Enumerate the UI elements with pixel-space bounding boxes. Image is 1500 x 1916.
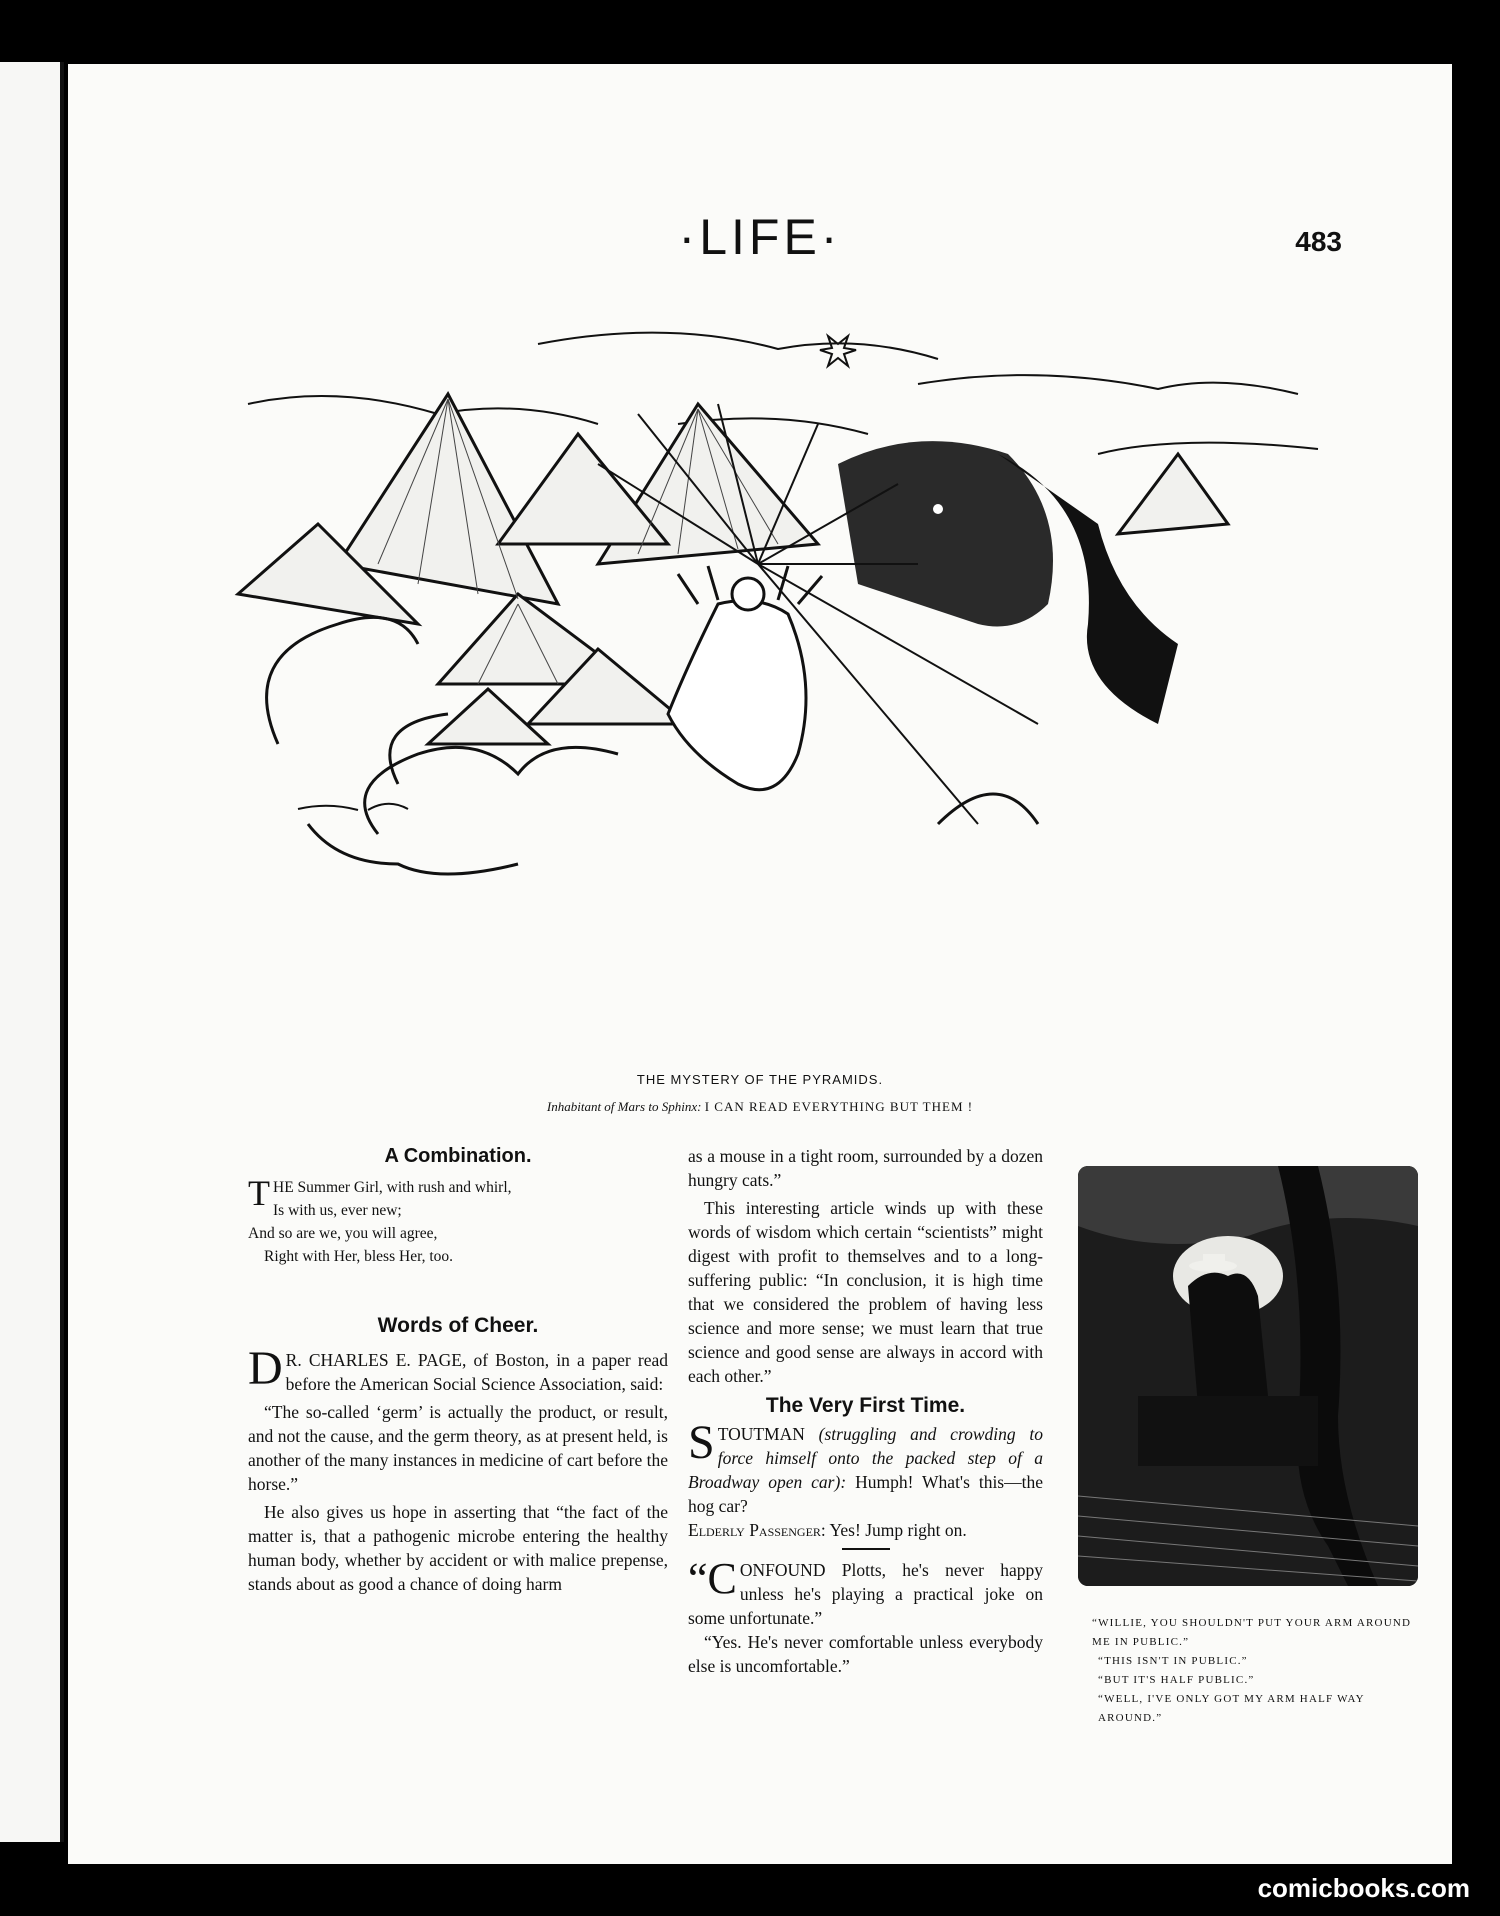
combination-dropcap: T — [248, 1173, 270, 1213]
pyramid-right — [1118, 454, 1228, 534]
site-watermark: comicbooks.com — [1257, 1873, 1470, 1903]
pyramids-cartoon — [218, 304, 1452, 1044]
first-time-dropcap: S — [688, 1416, 715, 1469]
martian-figure — [668, 566, 822, 790]
cheer-hope: He also gives us hope in asserting that “the fact of the matter is, that a pathogenic microbe entering the healthy human body, whether by accident or with malice prepense, stands about as good a chance of doing harm — [248, 1502, 668, 1594]
column-middle — [688, 1144, 1043, 1678]
cartoon-dialogue — [68, 1099, 1452, 1115]
column-right — [1078, 1166, 1428, 1728]
first-time-speaker-2: Elderly Passenger: — [688, 1520, 826, 1540]
first-time-speaker: TOUTMAN — [717, 1424, 805, 1444]
combination-poem — [248, 1173, 668, 1268]
first-time-heading: The Very First Time. — [765, 1394, 966, 1417]
cartoon-title: THE MYSTERY OF THE PYRAMIDS. — [636, 1072, 884, 1087]
plotts-dropcap — [688, 1554, 737, 1603]
clouds — [267, 617, 1038, 874]
plotts-reply: “Yes. He's never comfortable unless everybody else is uncomfortable.” — [688, 1632, 1043, 1676]
caption-line: “WILLIE, YOU SHOULDN'T PUT YOUR ARM AROUND ME IN PUBLIC.” — [1092, 1617, 1412, 1648]
cartoon-caption — [68, 1072, 1452, 1115]
first-time-direction: (struggling and crowding to force himself onto the packed step of a Broadway open car): — [688, 1424, 1043, 1492]
cartoon-speech: I CAN READ EVERYTHING BUT THEM ! — [704, 1099, 974, 1114]
willie-illustration — [1078, 1166, 1418, 1586]
first-time-line: Humph! What's this—the hog car? — [688, 1472, 1043, 1516]
cartoon-speaker: Inhabitant of Mars to Sphinx: — [546, 1099, 702, 1114]
page-number: 483 — [1295, 226, 1342, 257]
caption-line: “WELL, I'VE ONLY GOT MY ARM HALF WAY AROUND.” — [1098, 1693, 1365, 1724]
cheer-continued: as a mouse in a tight room, surrounded by a dozen hungry cats.” — [688, 1146, 1043, 1190]
plotts-text: ONFOUND Plotts, he's never happy unless he's playing a practical joke on some unfortunate.” — [688, 1560, 1043, 1628]
cheer-text: R. CHARLES E. PAGE, of Boston, in a paper read before the American Social Science Association, said: — [285, 1350, 668, 1394]
plotts-paragraph — [688, 1554, 1043, 1630]
artist-signature — [298, 804, 408, 810]
first-time-paragraph — [688, 1416, 1043, 1518]
plotts-open-quote: “ — [688, 1554, 708, 1603]
plotts-dropcap-letter: C — [707, 1554, 737, 1603]
cheer-dropcap: D — [248, 1342, 283, 1395]
combination-heading: A Combination. — [384, 1145, 532, 1167]
cheer-paragraph — [248, 1342, 668, 1396]
caption-line: “THIS ISN'T IN PUBLIC.” — [1098, 1655, 1248, 1667]
masthead: ·LIFE· — [678, 209, 842, 265]
gutter-shadow — [60, 62, 64, 1842]
previous-page-edge — [0, 62, 60, 1842]
pyramid-tiny — [428, 689, 548, 744]
poem-line: Is with us, ever new; — [273, 1202, 402, 1219]
cheer-conclusion: This interesting article winds up with these words of wisdom which certain “scientists” might digest with profit to themselves and to a long-suffering public: “In conclusion, it is high time that we considered the problem of having less science and more sense; we must learn that true science and good sense are always in accord with each other.” — [688, 1198, 1043, 1386]
willie-caption — [1078, 1614, 1428, 1728]
poem-line: And so are we, you will agree, — [248, 1225, 438, 1242]
sphinx-head — [838, 441, 1178, 724]
poem-line: Right with Her, bless Her, too. — [264, 1248, 454, 1265]
cheer-heading: Words of Cheer. — [377, 1314, 539, 1337]
divider-rule — [842, 1548, 890, 1550]
column-left — [248, 1144, 668, 1596]
first-time-reply — [688, 1518, 1043, 1542]
pyramid-large — [338, 394, 558, 604]
caption-line: “BUT IT'S HALF PUBLIC.” — [1098, 1674, 1255, 1686]
magazine-page — [68, 64, 1452, 1864]
cheer-quote: “The so-called ‘germ’ is actually the product, or result, and not the cause, and the germ theory, as at present held, is another of the many instances in medicine of cart before the horse.” — [248, 1402, 668, 1494]
pyramid-back — [498, 434, 668, 544]
poem-line: HE Summer Girl, with rush and whirl, — [273, 1179, 512, 1196]
first-time-line-2: Yes! Jump right on. — [829, 1520, 967, 1540]
willie-scene — [1078, 1166, 1418, 1586]
